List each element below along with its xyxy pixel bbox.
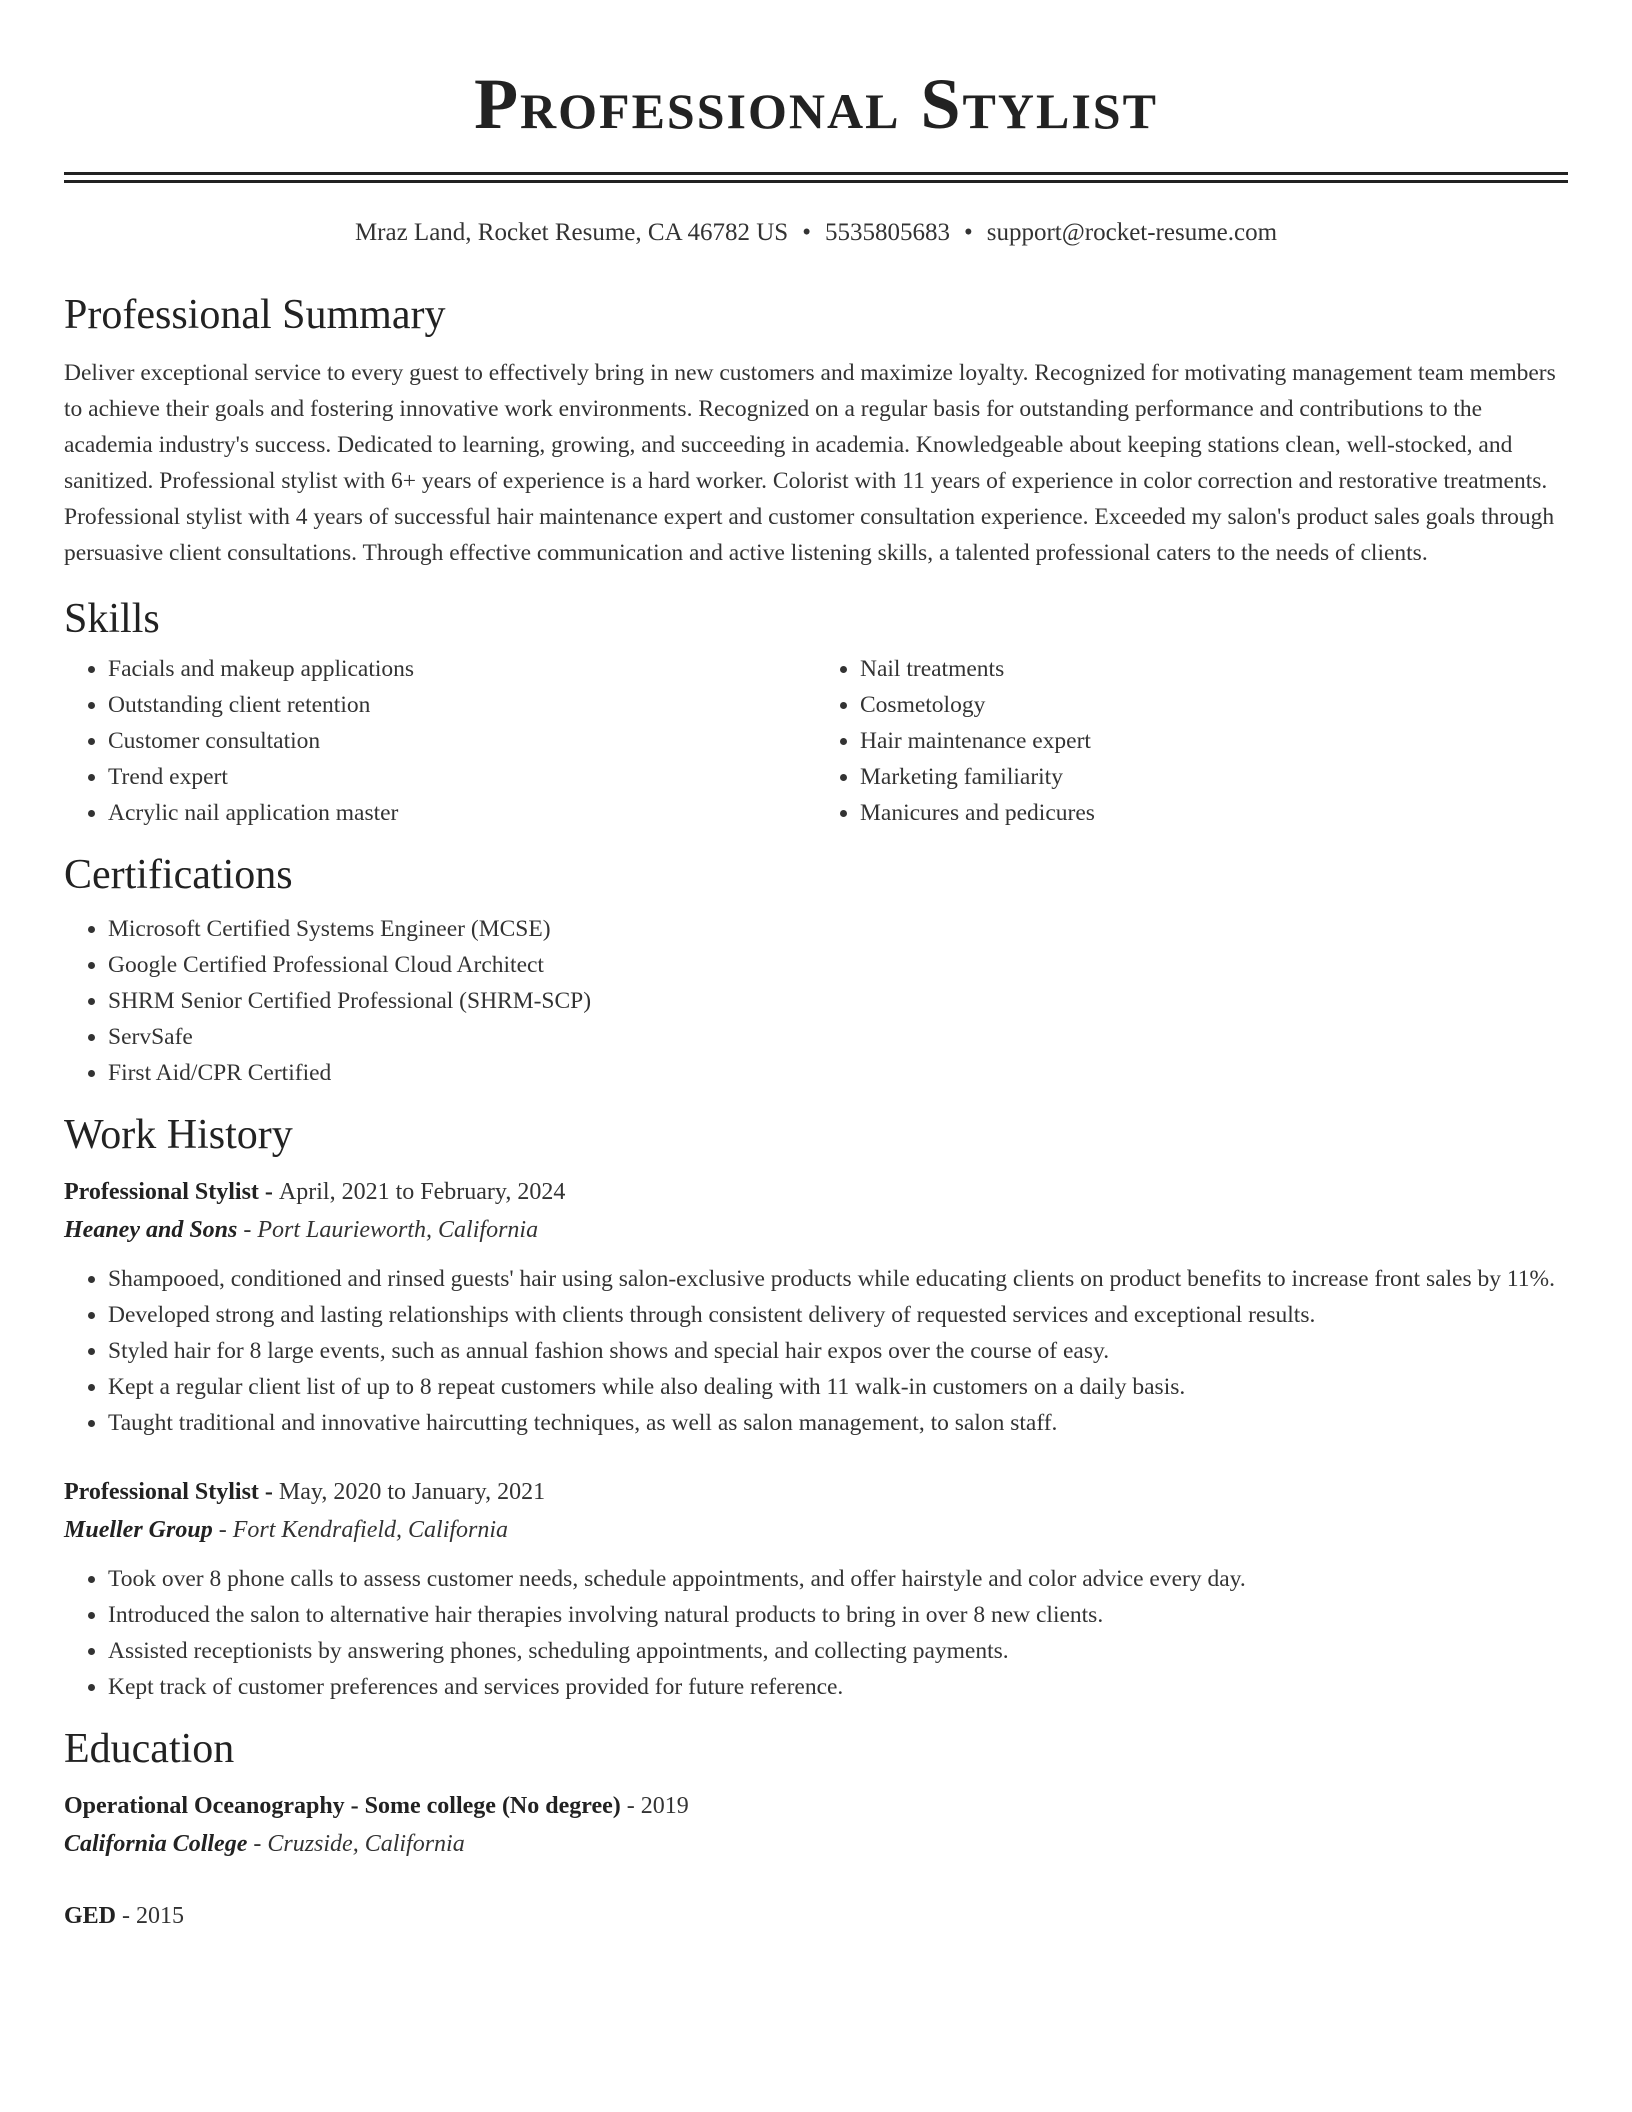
skill-item: • Acrylic nail application master — [108, 795, 816, 831]
job-bullet: • Taught traditional and innovative haircutting techniques, as well as salon management, to salon staff. — [108, 1405, 1568, 1441]
job-bullet: • Took over 8 phone calls to assess customer needs, schedule appointments, and offer hairstyle and color advice every day. — [108, 1561, 1568, 1597]
certifications-heading: Certifications — [64, 852, 293, 898]
job-org-line: Mueller Group - Fort Kendrafield, California — [64, 1517, 509, 1543]
education-degree-line: GED - 2015 — [64, 1903, 185, 1929]
education-degree: Operational Oceanography - Some college (No degree) — [64, 1793, 621, 1819]
work-history-heading: Work History — [64, 1112, 293, 1158]
skill-item: • Hair maintenance expert — [860, 723, 1568, 759]
job-bullets — [64, 1561, 1568, 1705]
education-school-line: California College - Cruzside, California — [64, 1831, 465, 1857]
job-bullets — [64, 1261, 1568, 1441]
education-heading: Education — [64, 1726, 235, 1772]
skill-item: • Outstanding client retention — [108, 687, 816, 723]
resume-page — [64, 0, 1568, 1935]
education-location: Cruzside, California — [267, 1831, 465, 1857]
job-bullet: • Shampooed, conditioned and rinsed guests' hair using salon-exclusive products while educating clients on product benefits to increase front sales by 11%. — [108, 1261, 1568, 1297]
skill-item: • Marketing familiarity — [860, 759, 1568, 795]
job-bullet: • Styled hair for 8 large events, such as annual fashion shows and special hair expos over the course of easy. — [108, 1333, 1568, 1369]
job-location: Fort Kendrafield, California — [232, 1517, 509, 1543]
certification-item: • Microsoft Certified Systems Engineer (MCSE) — [108, 911, 1568, 947]
skill-item: • Cosmetology — [860, 687, 1568, 723]
job-bullet: • Developed strong and lasting relationships with clients through consistent delivery of requested services and exceptional results. — [108, 1297, 1568, 1333]
skills-columns — [64, 645, 1568, 831]
contact-address: Mraz Land, Rocket Resume, CA 46782 US — [354, 219, 789, 246]
education-degree-line: Operational Oceanography - Some college (No degree) - 2019 — [64, 1793, 689, 1819]
certification-item: • ServSafe — [108, 1019, 1568, 1055]
job-title-line: Professional Stylist - April, 2021 to February, 2024 — [64, 1179, 566, 1205]
contact-line — [64, 217, 1568, 249]
certification-item: • SHRM Senior Certified Professional (SHRM-SCP) — [108, 983, 1568, 1019]
job-entry — [64, 1473, 1568, 1705]
summary-text: Deliver exceptional service to every guest to effectively bring in new customers and maximize loyalty. Recognized for motivating management team members to achieve their goals and fostering innovative work environments. Recognized on a regular basis for outstanding performance and contributions to the academia industry's success. Dedicated to learning, growing, and succeeding in academia. Knowledgeable about keeping stations clean, well-stocked, and sanitized. Professional stylist with 6+ years of experience is a hard worker. Colorist with 11 years of experience in color correction and restorative treatments. Professional stylist with 4 years of successful hair maintenance expert and customer consultation experience. Exceeded my salon's product sales goals through persuasive client consultations. Through effective communication and active listening skills, a talented professional caters to the needs of clients. — [64, 360, 1556, 566]
job-dates: May, 2020 to January, 2021 — [278, 1479, 546, 1505]
job-title: Professional Stylist — [64, 1179, 259, 1205]
certifications-list — [64, 911, 1568, 1091]
skills-heading: Skills — [64, 596, 160, 642]
education-year: 2015 — [136, 1903, 185, 1929]
job-dates: April, 2021 to February, 2024 — [278, 1179, 566, 1205]
job-title-line: Professional Stylist - May, 2020 to January, 2021 — [64, 1479, 546, 1505]
job-org-line: Heaney and Sons - Port Laurieworth, California — [64, 1217, 539, 1243]
certification-item: • First Aid/CPR Certified — [108, 1055, 1568, 1091]
skill-item: • Customer consultation — [108, 723, 816, 759]
contact-separator: • — [802, 219, 811, 246]
resume-name: Professional Stylist — [474, 64, 1158, 144]
certification-item: • Google Certified Professional Cloud Architect — [108, 947, 1568, 983]
skill-item: • Nail treatments — [860, 651, 1568, 687]
job-bullet: • Introduced the salon to alternative hair therapies involving natural products to bring in over 8 new clients. — [108, 1597, 1568, 1633]
skill-item: • Facials and makeup applications — [108, 651, 816, 687]
skills-list-right — [816, 651, 1568, 831]
skill-item: • Manicures and pedicures — [860, 795, 1568, 831]
job-entry — [64, 1173, 1568, 1441]
job-bullet: • Kept track of customer preferences and services provided for future reference. — [108, 1669, 1568, 1705]
education-entry — [64, 1787, 1568, 1863]
contact-email: support@rocket-resume.com — [986, 219, 1278, 246]
job-company: Heaney and Sons — [64, 1217, 238, 1243]
job-bullet: • Assisted receptionists by answering phones, scheduling appointments, and collecting payments. — [108, 1633, 1568, 1669]
job-company: Mueller Group — [64, 1517, 213, 1543]
job-title: Professional Stylist — [64, 1479, 259, 1505]
contact-phone: 5535805683 — [824, 219, 950, 246]
job-bullet: • Kept a regular client list of up to 8 repeat customers while also dealing with 11 walk-in customers on a daily basis. — [108, 1369, 1568, 1405]
education-degree: GED — [64, 1903, 117, 1929]
header-divider-thick — [64, 172, 1568, 175]
job-location: Port Laurieworth, California — [257, 1217, 539, 1243]
skill-item: • Trend expert — [108, 759, 816, 795]
contact-separator: • — [963, 219, 973, 246]
education-year: 2019 — [640, 1793, 689, 1819]
education-school: California College — [64, 1831, 248, 1857]
summary-heading: Professional Summary — [64, 292, 446, 338]
education-entry — [64, 1897, 1568, 1935]
header-divider-thin — [64, 180, 1568, 183]
skills-list-left — [64, 651, 816, 831]
